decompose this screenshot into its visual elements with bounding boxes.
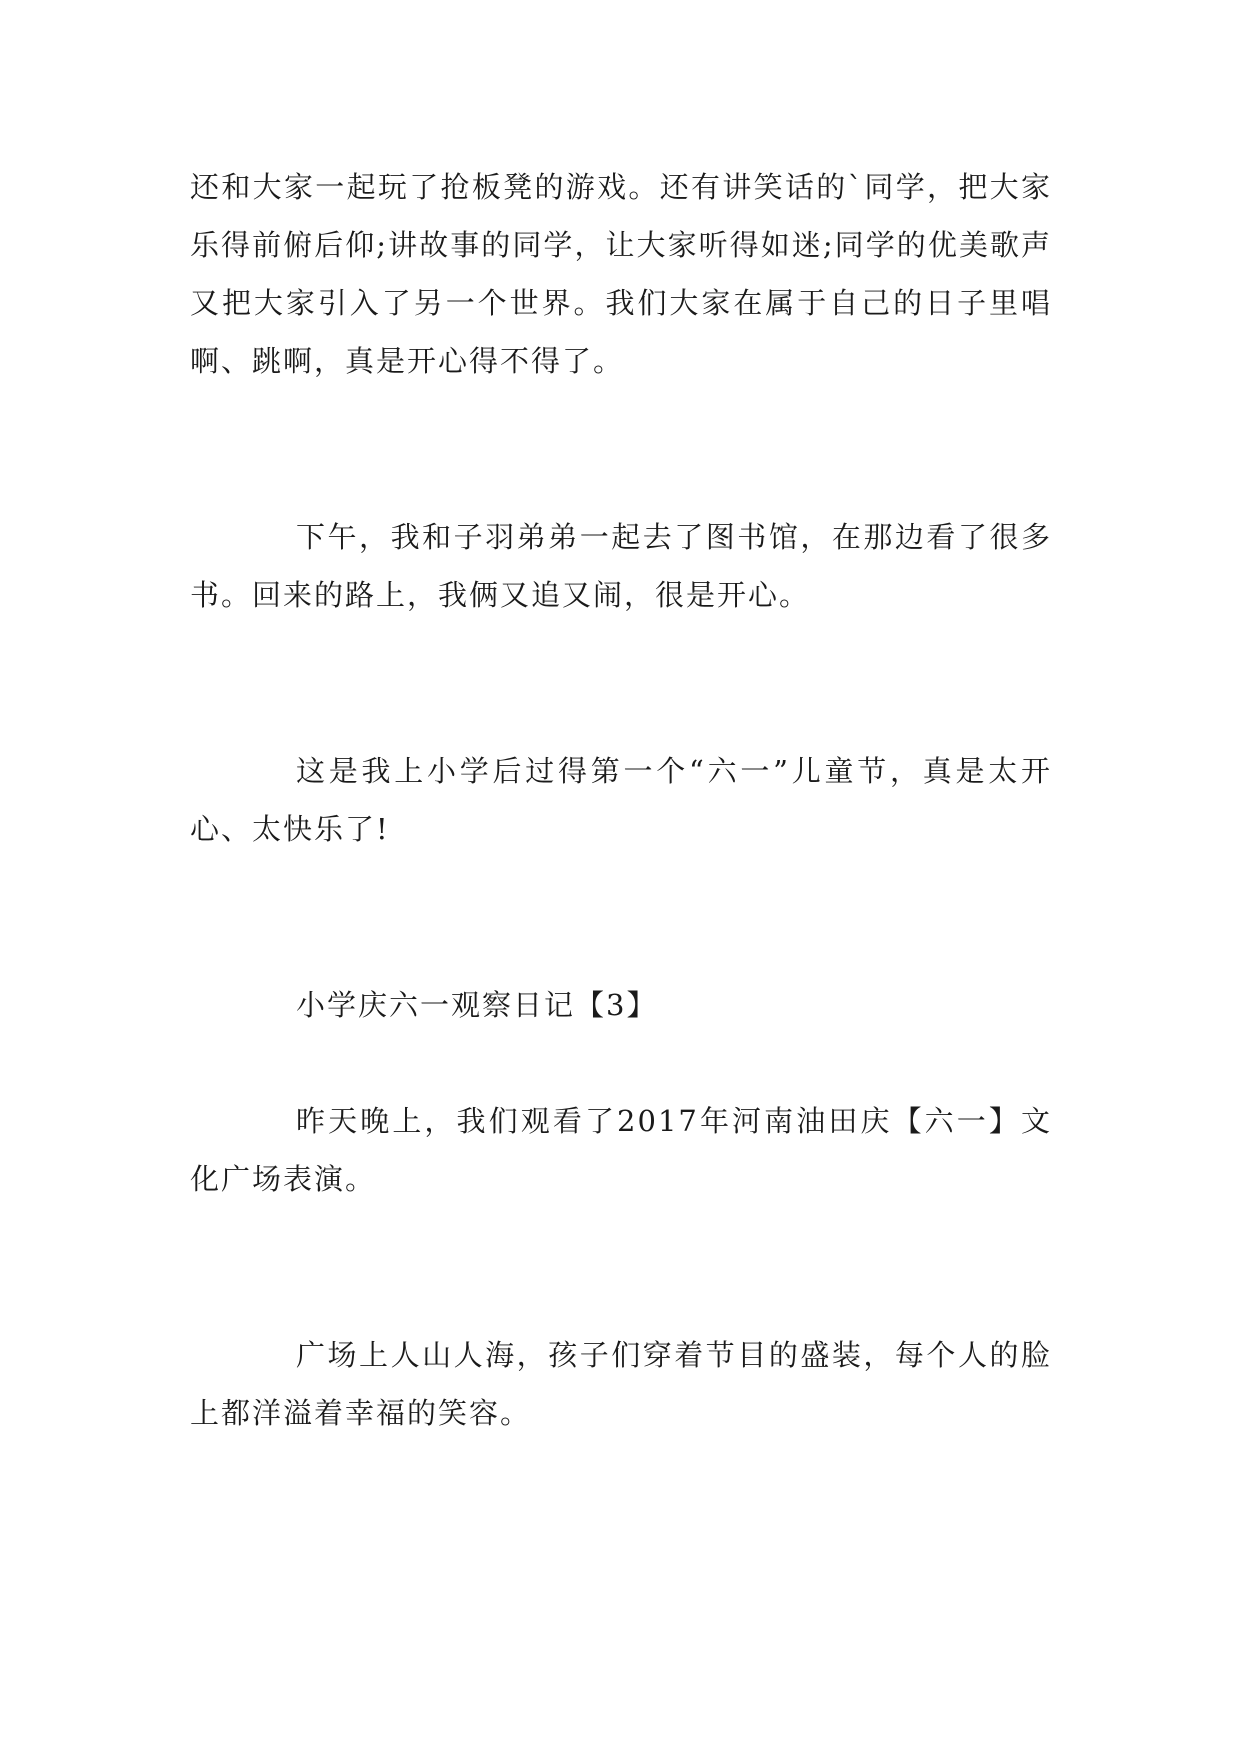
paragraph-party-games: 还和大家一起玩了抢板凳的游戏。还有讲笑话的`同学，把大家乐得前俯后仰;讲故事的同学，让大家听得如迷;同学的优美歌声又把大家引入了另一个世界。我们大家在属于自己的日子里唱啊、跳啊，真是开心得不得了。 [190,170,1052,378]
paragraph-library-visit: 下午，我和子羽弟弟一起去了图书馆，在那边看了很多书。回来的路上，我俩又追又闹，很是开心。 [190,520,1052,612]
paragraph-childrens-day: 这是我上小学后过得第一个“六一”儿童节，真是太开心、太快乐了! [190,754,1052,846]
paragraph-square-crowd: 广场上人山人海，孩子们穿着节目的盛装，每个人的脸上都洋溢着幸福的笑容。 [190,1338,1052,1430]
paragraph-performance: 昨天晚上，我们观看了2017年河南油田庆【六一】文化广场表演。 [190,1104,1052,1196]
section-heading: 小学庆六一观察日记【3】 [296,988,658,1022]
